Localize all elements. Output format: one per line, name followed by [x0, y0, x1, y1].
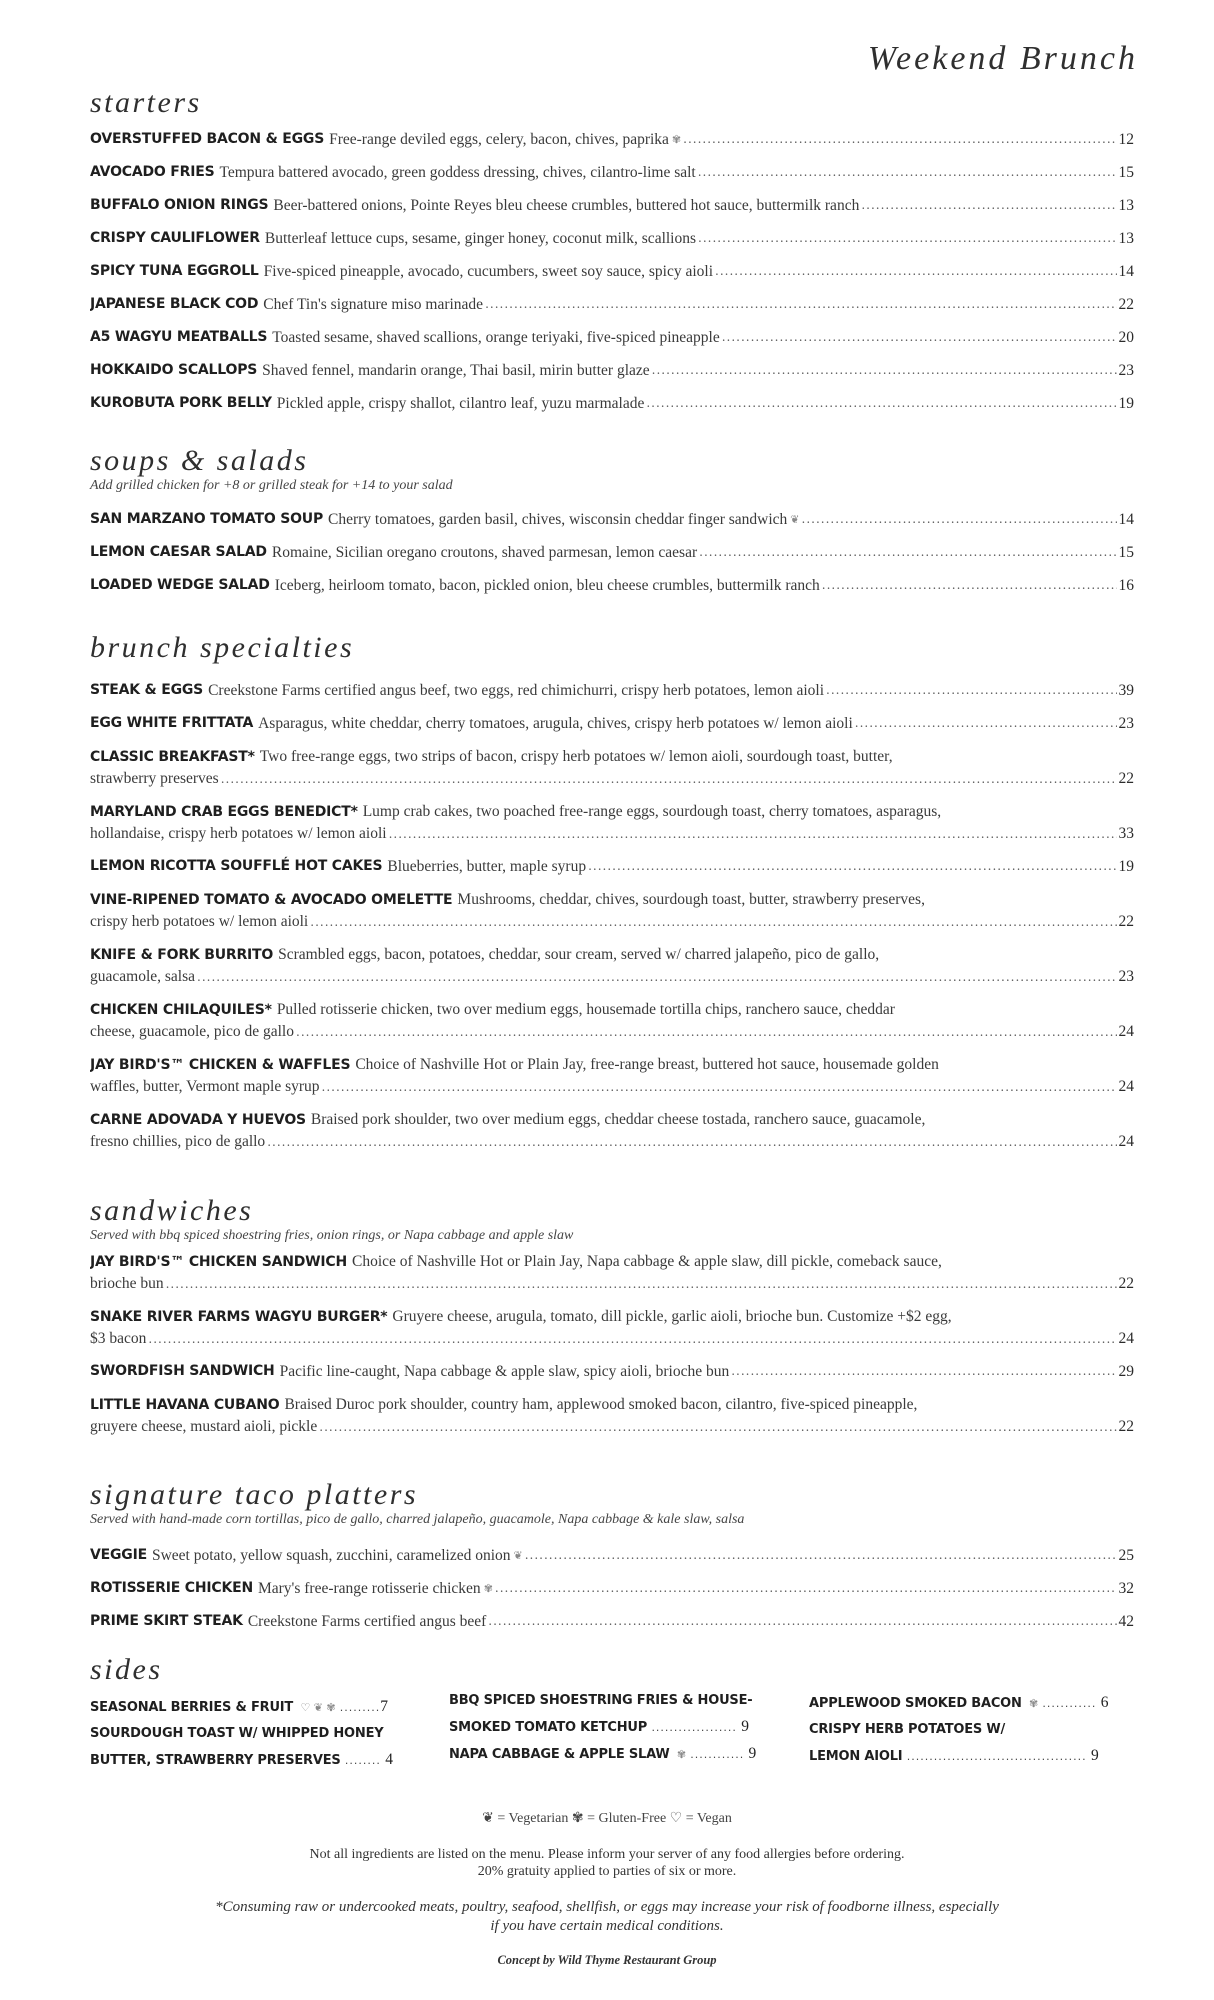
side-price: 6: [1100, 1694, 1109, 1711]
item-price: 22: [1118, 770, 1134, 787]
side-name: APPLEWOOD SMOKED BACON: [809, 1696, 1022, 1711]
item-price: 23: [1118, 968, 1134, 985]
leader-dots: [646, 392, 1116, 415]
item-line: [90, 800, 1134, 823]
item-description: Five-spiced pineapple, avocado, cucumbers, sweet soy sauce, spicy aioli: [263, 263, 714, 280]
leader-dots: [488, 1610, 1116, 1633]
item-line: [90, 1108, 1134, 1131]
menu-item: [90, 998, 1134, 1043]
section-starters: [90, 88, 1134, 425]
item-price: 15: [1118, 544, 1134, 561]
side-price: 9: [1090, 1747, 1099, 1764]
item-name: JAY BIRD'S™ CHICKEN SANDWICH: [90, 1254, 348, 1270]
item-description: Shaved fennel, mandarin orange, Thai basil, mirin butter glaze: [262, 362, 650, 379]
leader-dots: [197, 966, 1116, 988]
menu-item: [90, 260, 1134, 283]
item-description-cont: gruyere cheese, mustard aioli, pickle: [90, 1418, 318, 1435]
section-subheading: Add grilled chicken for +8 or grilled steak for +14 to your salad: [90, 478, 453, 493]
item-description: Creekstone Farms certified angus beef: [247, 1613, 487, 1630]
section-soups-salads: [90, 446, 1134, 607]
consumption-warning-line: *Consuming raw or undercooked meats, poultry, seafood, shellfish, or eggs may increase your risk of foodborne illness, especially: [215, 1899, 999, 1915]
item-name: EGG WHITE FRITTATA: [90, 715, 254, 731]
item-description: Cherry tomatoes, garden basil, chives, wisconsin cheddar finger sandwich: [328, 511, 788, 528]
item-description: Creekstone Farms certified angus beef, two eggs, red chimichurri, crispy herb potatoes, lemon aioli: [208, 682, 825, 699]
leader-dots: [855, 712, 1117, 735]
item-price: 24: [1118, 1078, 1134, 1095]
menu-title: Weekend Brunch: [867, 40, 1138, 77]
item-name: KNIFE & FORK BURRITO: [90, 947, 274, 963]
menu-item: [90, 293, 1134, 316]
leader-dots: [861, 194, 1116, 217]
leader-dots: [715, 260, 1116, 283]
leader-dots: [495, 1577, 1117, 1600]
section-heading: soups & salads: [90, 444, 309, 477]
item-price: 19: [1118, 395, 1134, 412]
item-name: VINE-RIPENED TOMATO & AVOCADO OMELETTE: [90, 892, 453, 908]
item-description: Braised pork shoulder, two over medium eggs, cheddar cheese tostada, ranchero sauce, guacamole,: [310, 1111, 926, 1128]
item-name: CRISPY CAULIFLOWER: [90, 230, 260, 246]
item-description: Free-range deviled eggs, celery, bacon, chives, paprika: [329, 131, 669, 148]
brunch-list: [90, 888, 1134, 1153]
menu-item: [90, 855, 1134, 878]
item-name: BUFFALO ONION RINGS: [90, 197, 269, 213]
item-line: [90, 1393, 1134, 1416]
diet-legend: ❦ = Vegetarian ✾ = Gluten-Free ♡ = Vegan: [482, 1811, 732, 1826]
concept-credit: Concept by Wild Thyme Restaurant Group: [497, 1953, 717, 1967]
side-item: NAPA CABBAGE & APPLE SLAW ✾ ............ 9: [449, 1745, 757, 1762]
section-sides: [90, 1655, 1134, 1685]
item-description-cont: fresno chillies, pico de gallo: [90, 1133, 266, 1150]
leader-dots: [722, 326, 1117, 349]
item-description: Toasted sesame, shaved scallions, orange teriyaki, five-spiced pineapple: [272, 329, 720, 346]
item-name: LEMON CAESAR SALAD: [90, 544, 267, 560]
leader-dots: [166, 1273, 1117, 1295]
section-heading: signature taco platters: [90, 1478, 419, 1511]
menu-item: [90, 943, 1134, 988]
item-line: [90, 888, 1134, 911]
item-description: Tempura battered avocado, green goddess dressing, chives, cilantro-lime salt: [219, 164, 696, 181]
item-price: 33: [1118, 825, 1134, 842]
item-name: MARYLAND CRAB EGGS BENEDICT*: [90, 804, 358, 820]
section-heading: brunch specialties: [90, 631, 355, 664]
item-description: Romaine, Sicilian oregano croutons, shaved parmesan, lemon caesar: [271, 544, 698, 561]
side-name: NAPA CABBAGE & APPLE SLAW: [449, 1747, 670, 1762]
item-description: Mushrooms, cheddar, chives, sourdough toast, butter, strawberry preserves,: [457, 891, 925, 908]
item-price: 14: [1118, 511, 1134, 528]
sandwich-list: [90, 1250, 1134, 1350]
sandwich-list: [90, 1360, 1134, 1383]
menu-item: [90, 1610, 1134, 1633]
menu-item: [90, 1393, 1134, 1438]
leader-dots: [683, 128, 1116, 151]
item-line: [90, 823, 1134, 845]
item-price: 22: [1118, 1418, 1134, 1435]
sides-column-3: [809, 1690, 1129, 1770]
allergy-notice: [0, 1846, 1214, 1880]
menu-item: [90, 359, 1134, 382]
side-item: SOURDOUGH TOAST W/ WHIPPED HONEY BUTTER, STRAWBERRY PRESERVES ........ 4: [90, 1721, 410, 1774]
item-description: Pulled rotisserie chicken, two over medium eggs, housemade tortilla chips, ranchero sauce, cheddar: [276, 1001, 895, 1018]
item-price: 24: [1118, 1330, 1134, 1347]
item-price: 39: [1118, 682, 1134, 699]
menu-item: [90, 745, 1134, 790]
item-line: [90, 1416, 1134, 1438]
leader-dots: [731, 1360, 1116, 1383]
menu-item: [90, 1305, 1134, 1350]
item-name: JAY BIRD'S™ CHICKEN & WAFFLES: [90, 1057, 351, 1073]
menu-item: [90, 541, 1134, 564]
item-name: CHICKEN CHILAQUILES*: [90, 1002, 272, 1018]
sides-column-2: [449, 1688, 769, 1768]
gluten-free-icon: ✾: [671, 133, 682, 146]
item-line: [90, 1305, 1134, 1328]
item-description: Beer-battered onions, Pointe Reyes bleu cheese crumbles, buttered hot sauce, buttermilk ranch: [273, 197, 860, 214]
item-line: [90, 1273, 1134, 1295]
leader-dots: [802, 508, 1117, 531]
item-line: [90, 745, 1134, 768]
side-name-cont: LEMON AIOLI: [809, 1749, 903, 1764]
item-name: AVOCADO FRIES: [90, 164, 215, 180]
item-name: SPICY TUNA EGGROLL: [90, 263, 259, 279]
item-description: Asparagus, white cheddar, cherry tomatoes, arugula, chives, crispy herb potatoes w/ lemon aioli: [258, 715, 853, 732]
item-name: HOKKAIDO SCALLOPS: [90, 362, 258, 378]
side-item: BBQ SPICED SHOESTRING FRIES & HOUSE- SMOKED TOMATO KETCHUP ................... 9: [449, 1688, 769, 1741]
menu-item: [90, 800, 1134, 845]
side-name: CRISPY HERB POTATOES W/: [809, 1722, 1006, 1737]
menu-item: [90, 712, 1134, 735]
item-price: 15: [1118, 164, 1134, 181]
item-description-cont: $3 bacon: [90, 1330, 147, 1347]
item-name: LEMON RICOTTA SOUFFLÉ HOT CAKES: [90, 858, 383, 874]
menu-item: [90, 1544, 1134, 1567]
vegetarian-icon: ❦: [790, 513, 800, 526]
brunch-list: [90, 855, 1134, 878]
item-description-cont: hollandaise, crispy herb potatoes w/ lemon aioli: [90, 825, 387, 842]
diet-icons: ♡ ❦ ✾: [300, 1701, 336, 1714]
item-line: [90, 1131, 1134, 1153]
item-price: 29: [1118, 1363, 1134, 1380]
item-price: 24: [1118, 1133, 1134, 1150]
item-name: OVERSTUFFED BACON & EGGS: [90, 131, 325, 147]
item-line: [90, 911, 1134, 933]
item-price: 42: [1118, 1613, 1134, 1630]
leader-dots: [588, 855, 1116, 878]
item-name: PRIME SKIRT STEAK: [90, 1613, 243, 1629]
item-name: LOADED WEDGE SALAD: [90, 577, 270, 593]
soups-list: [90, 508, 1134, 597]
sandwich-list: [90, 1393, 1134, 1438]
item-description: Lump crab cakes, two poached free-range eggs, sourdough toast, cherry tomatoes, asparagus,: [362, 803, 942, 820]
menu-item: [90, 227, 1134, 250]
vegetarian-icon: ❦: [513, 1549, 523, 1562]
gluten-free-icon: ✾: [483, 1582, 493, 1595]
item-price: 22: [1118, 296, 1134, 313]
item-description: Choice of Nashville Hot or Plain Jay, free-range breast, buttered hot sauce, housemade golden: [355, 1056, 939, 1073]
section-taco-platters: [90, 1480, 1134, 1643]
side-name-cont: BUTTER, STRAWBERRY PRESERVES: [90, 1753, 341, 1768]
side-name-cont: SMOKED TOMATO KETCHUP: [449, 1720, 648, 1735]
item-description-cont: brioche bun: [90, 1275, 164, 1292]
side-item: APPLEWOOD SMOKED BACON ✾ ............ 6: [809, 1694, 1109, 1711]
side-price: 7: [380, 1698, 388, 1715]
item-name: JAPANESE BLACK COD: [90, 296, 259, 312]
leader-dots: [485, 293, 1116, 316]
leader-dots: [699, 541, 1116, 564]
leader-dots: [698, 227, 1116, 250]
taco-list: [90, 1544, 1134, 1633]
side-price: 4: [385, 1751, 393, 1768]
leader-dots: [267, 1131, 1116, 1153]
consumption-warning-line: if you have certain medical conditions.: [490, 1918, 724, 1934]
item-description: Blueberries, butter, maple syrup: [387, 858, 587, 875]
item-line: [90, 1021, 1134, 1043]
item-description: Iceberg, heirloom tomato, bacon, pickled onion, bleu cheese crumbles, buttermilk ranch: [274, 577, 820, 594]
section-heading: starters: [90, 86, 202, 119]
brunch-list: [90, 745, 1134, 845]
section-brunch-specialties: [90, 633, 1134, 1163]
item-line: [90, 998, 1134, 1021]
menu-item: [90, 574, 1134, 597]
side-name: BBQ SPICED SHOESTRING FRIES & HOUSE-: [449, 1693, 753, 1708]
item-name: VEGGIE: [90, 1547, 147, 1563]
item-name: SWORDFISH SANDWICH: [90, 1363, 275, 1379]
leader-dots: [826, 679, 1116, 702]
item-description: Choice of Nashville Hot or Plain Jay, Napa cabbage & apple slaw, dill pickle, comeback sauce,: [352, 1253, 942, 1270]
item-line: [90, 943, 1134, 966]
menu-item: [90, 1360, 1134, 1383]
item-price: 16: [1118, 577, 1134, 594]
item-price: 22: [1118, 913, 1134, 930]
item-price: 13: [1118, 197, 1134, 214]
item-description: Sweet potato, yellow squash, zucchini, caramelized onion: [151, 1547, 511, 1564]
menu-item: [90, 1250, 1134, 1295]
menu-item: [90, 1108, 1134, 1153]
item-description: Two free-range eggs, two strips of bacon, crispy herb potatoes w/ lemon aioli, sourdough toast, butter,: [259, 748, 893, 765]
sides-column-1: [90, 1694, 410, 1774]
gluten-free-icon: ✾: [676, 1748, 686, 1761]
side-price: 9: [741, 1718, 749, 1735]
leader-dots: [525, 1544, 1117, 1567]
item-price: 19: [1118, 858, 1134, 875]
menu-item: [90, 128, 1134, 151]
item-price: 14: [1118, 263, 1134, 280]
menu-item: [90, 1577, 1134, 1600]
item-name: A5 WAGYU MEATBALLS: [90, 329, 268, 345]
section-subheading: Served with bbq spiced shoestring fries, onion rings, or Napa cabbage and apple slaw: [90, 1228, 574, 1243]
item-description: Pickled apple, crispy shallot, cilantro leaf, yuzu marmalade: [276, 395, 645, 412]
item-description-cont: waffles, butter, Vermont maple syrup: [90, 1078, 320, 1095]
side-item: SEASONAL BERRIES & FRUIT ♡ ❦ ✾ .........7: [90, 1698, 388, 1715]
item-price: 32: [1118, 1580, 1134, 1597]
item-line: [90, 1053, 1134, 1076]
section-heading: sandwiches: [90, 1194, 254, 1227]
item-name: ROTISSERIE CHICKEN: [90, 1580, 253, 1596]
leader-dots: [148, 1328, 1116, 1350]
leader-dots: [822, 574, 1117, 597]
leader-dots: [322, 1076, 1117, 1098]
item-name: KUROBUTA PORK BELLY: [90, 395, 272, 411]
item-name: SNAKE RIVER FARMS WAGYU BURGER*: [90, 1309, 388, 1325]
item-description-cont: guacamole, salsa: [90, 968, 196, 985]
item-line: [90, 1076, 1134, 1098]
item-price: 13: [1118, 230, 1134, 247]
menu-item: [90, 1053, 1134, 1098]
menu-item: [90, 194, 1134, 217]
item-price: 22: [1118, 1275, 1134, 1292]
menu-item: [90, 679, 1134, 702]
item-description: Scrambled eggs, bacon, potatoes, cheddar, sour cream, served w/ charred jalapeño, pico de gallo,: [278, 946, 880, 963]
item-description: Pacific line-caught, Napa cabbage & apple slaw, spicy aioli, brioche bun: [279, 1363, 730, 1380]
brunch-list: [90, 679, 1134, 735]
leader-dots: [221, 768, 1117, 790]
item-name: SAN MARZANO TOMATO SOUP: [90, 511, 324, 527]
item-price: 20: [1118, 329, 1134, 346]
item-description-cont: strawberry preserves: [90, 770, 219, 787]
menu-item: [90, 508, 1134, 531]
consumption-warning: [0, 1898, 1214, 1936]
leader-dots: [652, 359, 1117, 382]
leader-dots: [296, 1021, 1117, 1043]
item-description-cont: crispy herb potatoes w/ lemon aioli: [90, 913, 309, 930]
item-description-cont: cheese, guacamole, pico de gallo: [90, 1023, 294, 1040]
section-heading: sides: [90, 1653, 163, 1686]
item-price: 12: [1118, 131, 1134, 148]
leader-dots: [389, 823, 1117, 845]
item-name: LITTLE HAVANA CUBANO: [90, 1397, 280, 1413]
item-line: [90, 1250, 1134, 1273]
item-description: Chef Tin's signature miso marinade: [263, 296, 484, 313]
item-description: Butterleaf lettuce cups, sesame, ginger honey, coconut milk, scallions: [264, 230, 697, 247]
item-line: [90, 768, 1134, 790]
item-name: CARNE ADOVADA Y HUEVOS: [90, 1112, 306, 1128]
item-line: [90, 1328, 1134, 1350]
leader-dots: [319, 1416, 1116, 1438]
side-item: CRISPY HERB POTATOES W/ LEMON AIOLI ........................................ 9: [809, 1717, 1129, 1770]
gluten-free-icon: ✾: [1029, 1697, 1039, 1710]
item-description: Mary's free-range rotisserie chicken: [257, 1580, 481, 1597]
starters-list: [90, 128, 1134, 415]
menu-item: [90, 161, 1134, 184]
item-name: CLASSIC BREAKFAST*: [90, 749, 255, 765]
item-description: Gruyere cheese, arugula, tomato, dill pickle, garlic aioli, brioche bun. Customize +$2 egg,: [392, 1308, 952, 1325]
item-line: [90, 966, 1134, 988]
allergy-notice-line: Not all ingredients are listed on the menu. Please inform your server of any food allergies before ordering.: [309, 1847, 905, 1862]
item-name: STEAK & EGGS: [90, 682, 204, 698]
item-price: 23: [1118, 715, 1134, 732]
section-sandwiches: [90, 1196, 1134, 1448]
item-price: 23: [1118, 362, 1134, 379]
side-name: SEASONAL BERRIES & FRUIT: [90, 1700, 294, 1715]
menu-item: [90, 392, 1134, 415]
item-price: 24: [1118, 1023, 1134, 1040]
leader-dots: [698, 161, 1117, 184]
item-description: Braised Duroc pork shoulder, country ham, applewood smoked bacon, cilantro, five-spiced pineapple,: [284, 1396, 918, 1413]
side-name: SOURDOUGH TOAST W/ WHIPPED HONEY: [90, 1726, 384, 1741]
item-price: 25: [1118, 1547, 1134, 1564]
menu-item: [90, 326, 1134, 349]
side-price: 9: [748, 1745, 757, 1762]
gratuity-notice: 20% gratuity applied to parties of six or more.: [477, 1864, 737, 1879]
section-subheading: Served with hand-made corn tortillas, pico de gallo, charred jalapeño, guacamole, Napa cabbage & kale slaw, salsa: [90, 1512, 745, 1527]
menu-item: [90, 888, 1134, 933]
leader-dots: [310, 911, 1116, 933]
